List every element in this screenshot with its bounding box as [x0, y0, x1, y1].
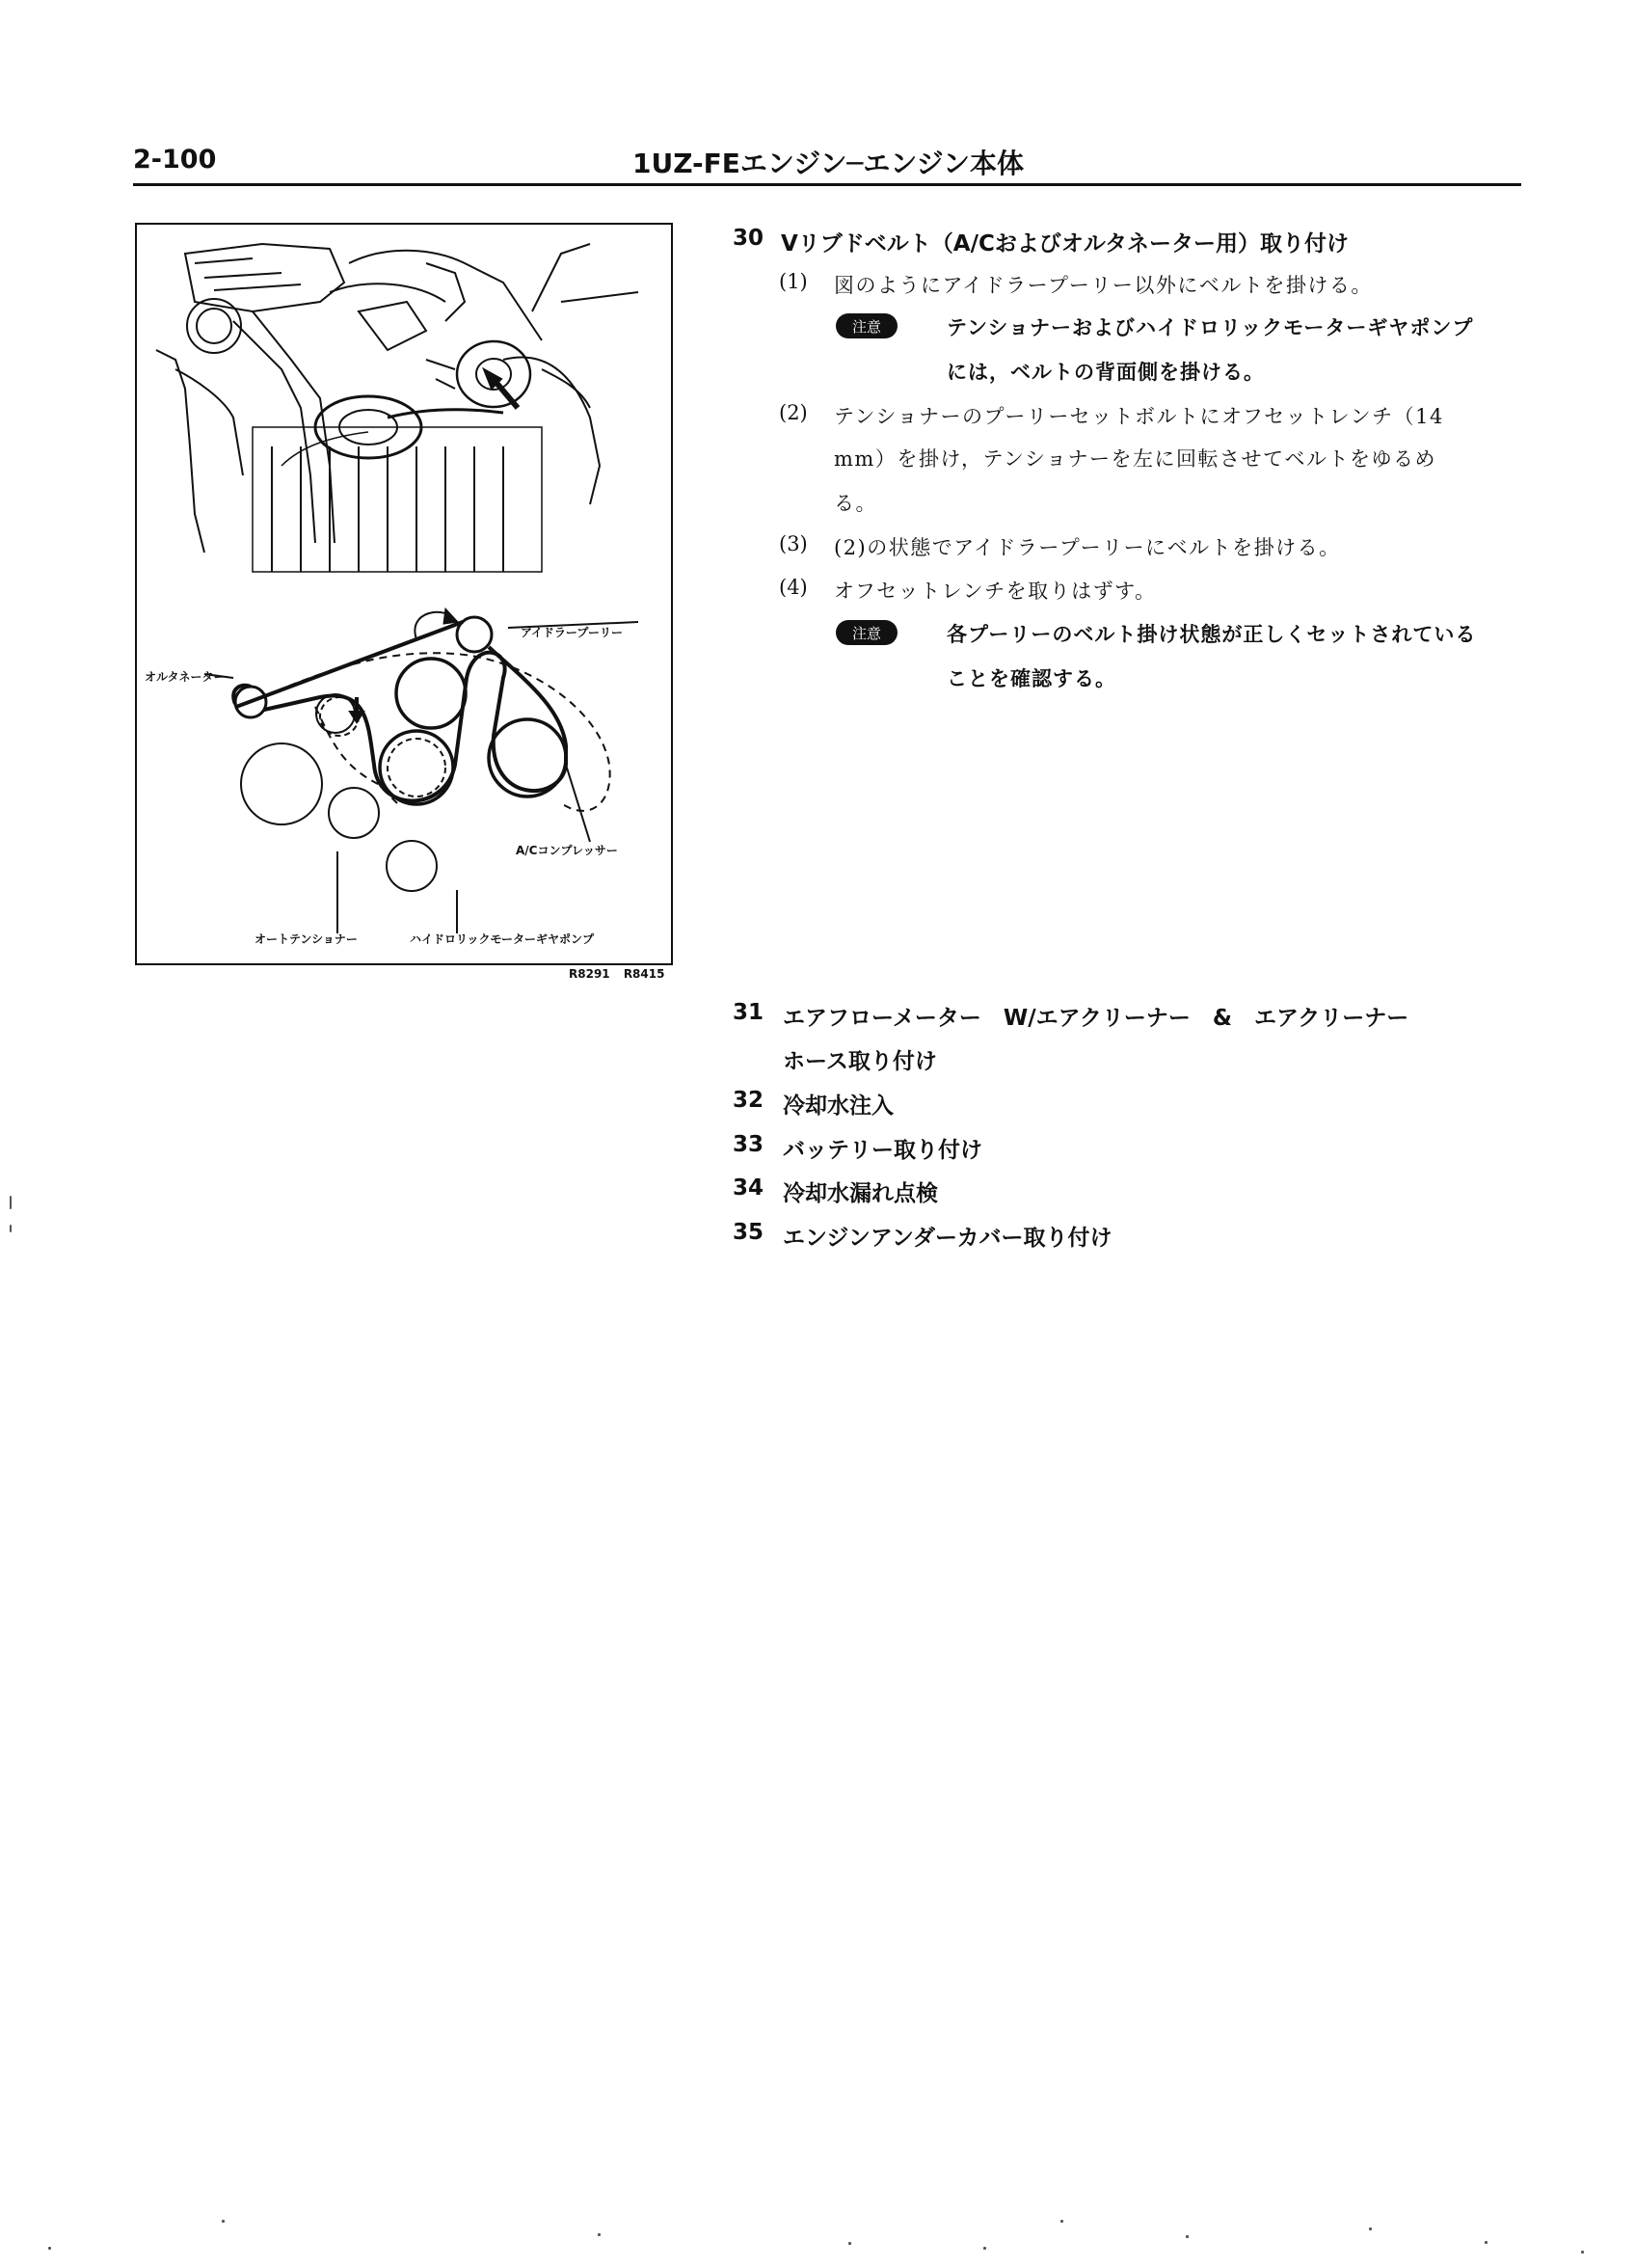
step-30-sub2-line3: る。: [834, 492, 877, 515]
scan-speck: [1369, 2228, 1372, 2230]
scan-speck: [1186, 2235, 1189, 2238]
step-35-number: 35: [733, 1220, 764, 1245]
step-30-sub3-number: (3): [779, 532, 808, 555]
scan-speck: [848, 2242, 851, 2245]
caution-2-line2: ことを確認する。: [947, 667, 1116, 690]
step-30-sub4-number: (4): [779, 576, 808, 599]
step-31-number: 31: [733, 1000, 764, 1025]
header-rule: [133, 183, 1521, 186]
step-32-number: 32: [733, 1088, 764, 1113]
belt-routing-figure: [135, 223, 673, 965]
step-30-sub2-line1: テンショナーのプーリーセットボルトにオフセットレンチ（14: [834, 405, 1444, 428]
step-35-text: エンジンアンダーカバー取り付け: [783, 1226, 1112, 1251]
label-idler-pulley: アイドラープーリー: [521, 626, 623, 639]
step-31-line1: エアフローメーター W/エアクリーナー & エアクリーナー: [783, 1006, 1409, 1031]
scan-speck: [222, 2220, 225, 2223]
caution-badge-2: 注意: [836, 620, 898, 645]
step-30-sub2-line2: mm）を掛け，テンショナーを左に回転させてベルトをゆるめ: [834, 447, 1436, 471]
scan-speck: [1060, 2220, 1063, 2223]
label-auto-tensioner: オートテンショナー: [255, 932, 358, 946]
step-34-text: 冷却水漏れ点検: [783, 1181, 938, 1206]
step-33-text: バッテリー取り付け: [783, 1138, 982, 1163]
scan-speck: [598, 2233, 601, 2236]
caution-badge-1: 注意: [836, 313, 898, 338]
step-30-sub3-text: (2)の状態でアイドラープーリーにベルトを掛ける。: [834, 536, 1341, 559]
step-34-number: 34: [733, 1175, 764, 1201]
label-hydraulic-pump: ハイドロリックモーターギヤポンプ: [410, 932, 595, 946]
scan-speck: [1581, 2251, 1584, 2254]
scan-mark: [10, 1225, 12, 1232]
scan-mark: [10, 1196, 12, 1209]
step-32-text: 冷却水注入: [783, 1094, 894, 1119]
step-30-sub4-text: オフセットレンチを取りはずす。: [834, 580, 1157, 603]
scan-speck: [48, 2247, 51, 2250]
page-number: 2-100: [133, 145, 217, 175]
caution-1-line2: には，ベルトの背面側を掛ける。: [947, 361, 1265, 384]
step-30-title: Vリブドベルト（A/Cおよびオルタネーター用）取り付け: [781, 231, 1349, 256]
step-30-sub1-text: 図のようにアイドラープーリー以外にベルトを掛ける。: [834, 274, 1373, 297]
step-31-line2: ホース取り付け: [783, 1049, 937, 1074]
step-30-number: 30: [733, 226, 764, 251]
step-33-number: 33: [733, 1132, 764, 1157]
belt-diagram: [204, 608, 638, 933]
caution-2-line1: 各プーリーのベルト掛け状態が正しくセットされている: [947, 623, 1477, 646]
scan-speck: [1485, 2241, 1488, 2244]
caution-1-line1: テンショナーおよびハイドロリックモーターギヤポンプ: [947, 316, 1474, 339]
label-alternator: オルタネーター: [145, 670, 226, 684]
engine-bay-illustration: [156, 244, 638, 572]
label-ac-compressor: A/Cコンプレッサー: [516, 844, 618, 857]
step-30-sub1-number: (1): [779, 270, 808, 293]
step-30-sub2-number: (2): [779, 401, 808, 424]
scan-speck: [983, 2247, 986, 2250]
figure-codes: R8291 R8415: [569, 967, 665, 981]
page-title: 1UZ-FEエンジン─エンジン本体: [632, 148, 1024, 179]
